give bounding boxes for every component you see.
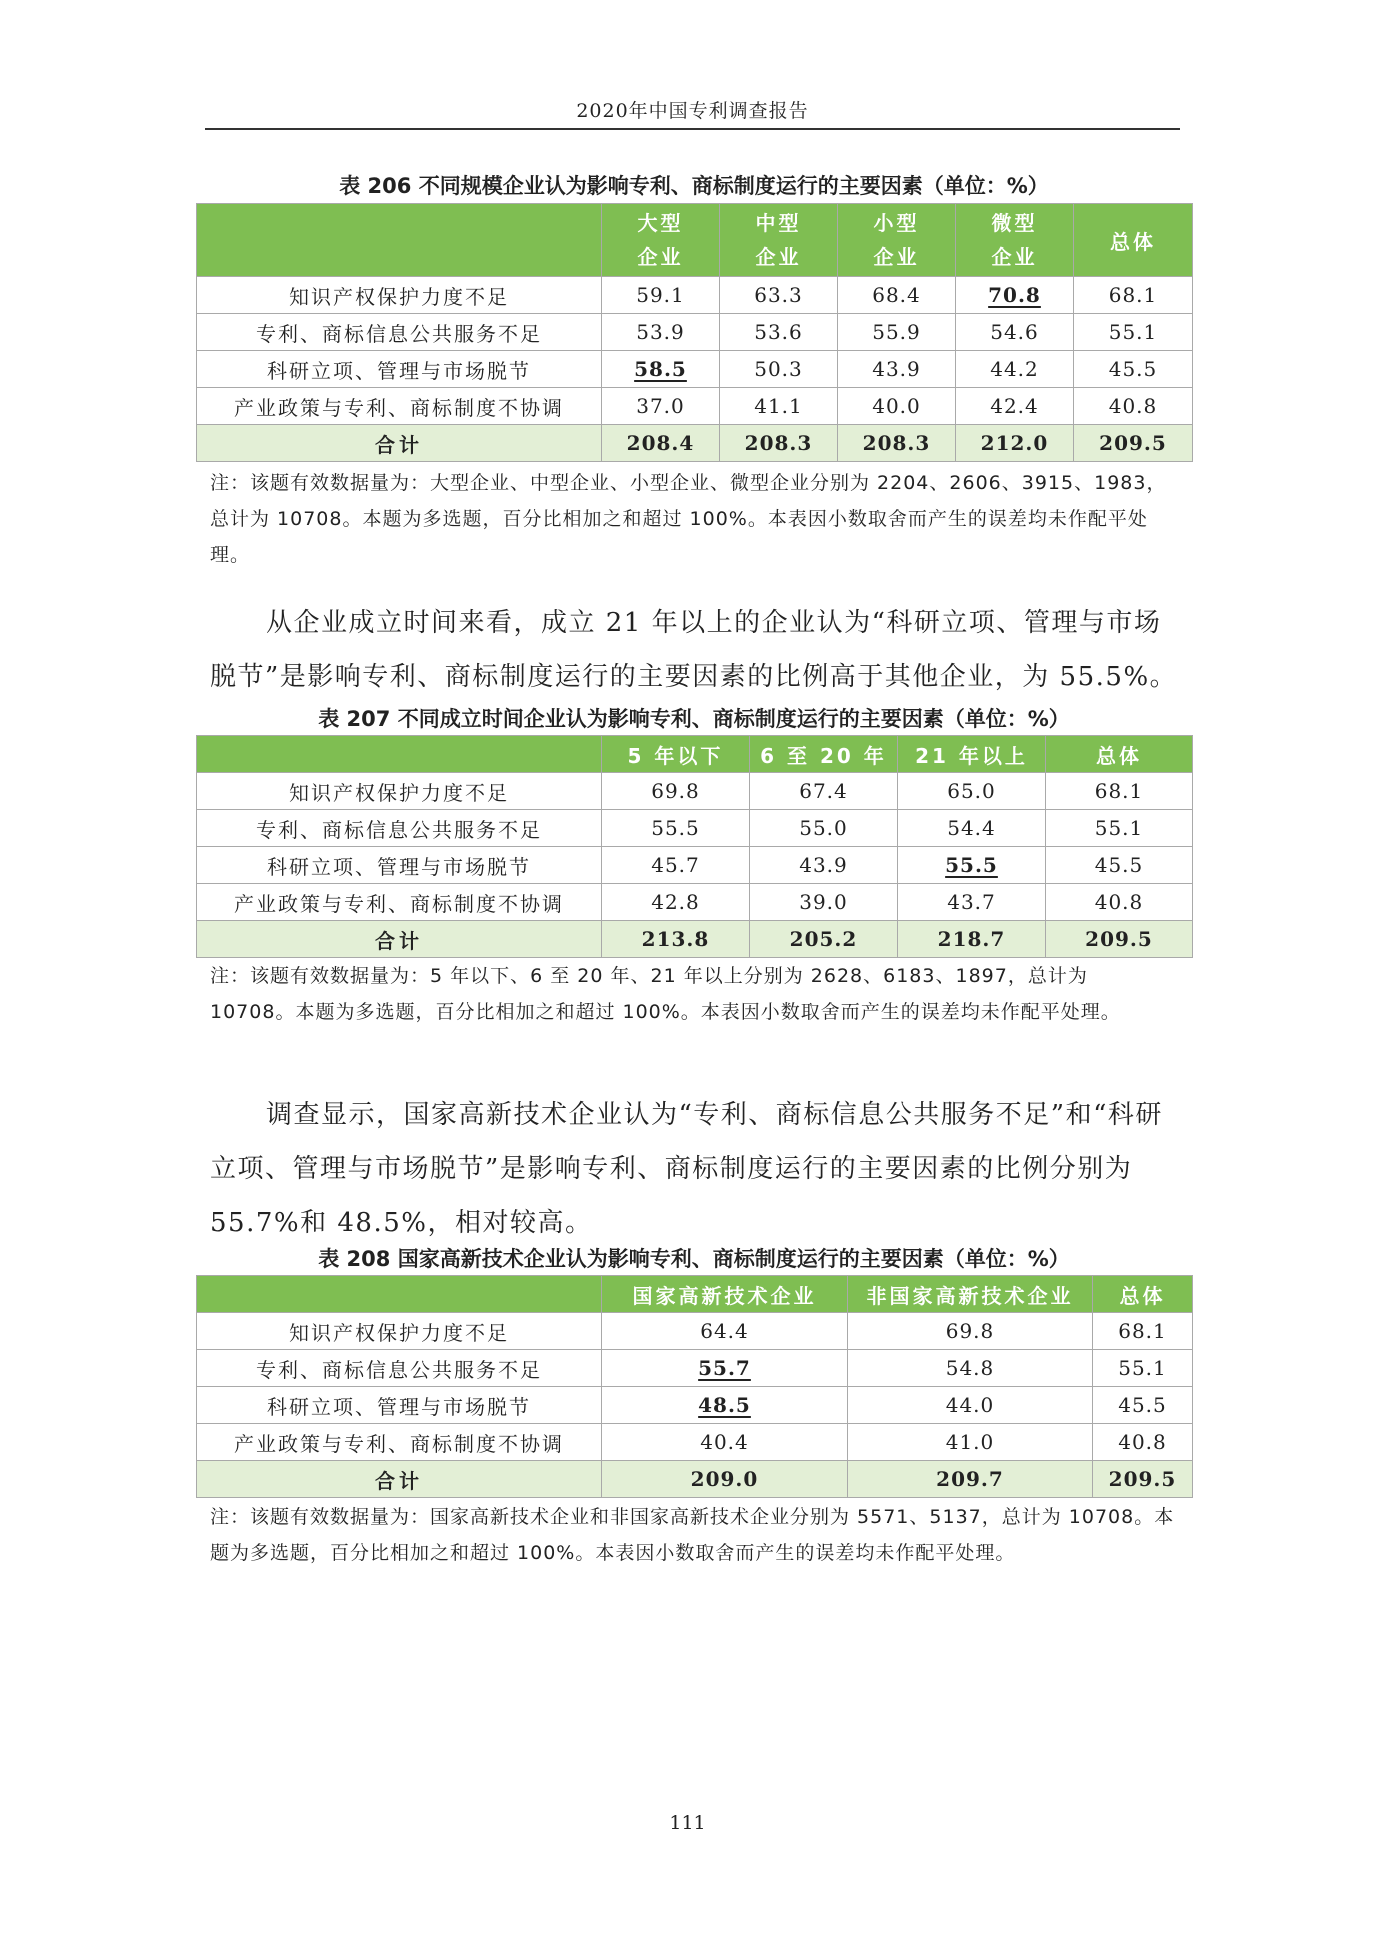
cell-value-highlighted: 70.8: [956, 277, 1074, 314]
table-total-row: [197, 921, 1193, 958]
total-value: 205.2: [750, 921, 898, 958]
row-label: 科研立项、管理与市场脱节: [197, 847, 602, 884]
cell-value: 37.0: [602, 388, 720, 425]
table-row: [197, 1424, 1193, 1461]
cell-value-highlighted: 48.5: [602, 1387, 848, 1424]
cell-value: 40.8: [1046, 884, 1193, 921]
col-header-high-tech: 国家高新技术企业: [602, 1276, 848, 1313]
cell-value: 45.5: [1093, 1387, 1193, 1424]
table-208-caption: 表 208 国家高新技术企业认为影响专利、商标制度运行的主要因素（单位：%）: [318, 1247, 1070, 1271]
cell-value: 44.2: [956, 351, 1074, 388]
table-header-row: [197, 736, 1193, 773]
col-header-small: 小型 企业: [838, 204, 956, 277]
cell-value-highlighted: 58.5: [602, 351, 720, 388]
cell-value: 45.5: [1046, 847, 1193, 884]
table-207: [196, 735, 1193, 958]
cell-value: 40.8: [1074, 388, 1193, 425]
table-row: [197, 277, 1193, 314]
cell-value: 55.0: [750, 810, 898, 847]
cell-value: 40.0: [838, 388, 956, 425]
table-207-caption: 表 207 不同成立时间企业认为影响专利、商标制度运行的主要因素（单位：%）: [318, 707, 1070, 731]
cell-value: 39.0: [750, 884, 898, 921]
table-206-caption: 表 206 不同规模企业认为影响专利、商标制度运行的主要因素（单位：%）: [339, 174, 1049, 198]
cell-value: 50.3: [720, 351, 838, 388]
table-208-note: 注：该题有效数据量为：国家高新技术企业和非国家高新技术企业分别为 5571、5137，总计为 10708。本题为多选题，百分比相加之和超过 100%。本表因小数取舍而产生的误差均未作配平处理。: [210, 1506, 1175, 1564]
row-label: 知识产权保护力度不足: [197, 277, 602, 314]
col-header-overall: 总体: [1074, 204, 1193, 277]
cell-value: 40.8: [1093, 1424, 1193, 1461]
total-value: 208.3: [838, 425, 956, 462]
cell-value: 54.8: [848, 1350, 1093, 1387]
cell-value-highlighted: 55.5: [898, 847, 1046, 884]
table-row: [197, 773, 1193, 810]
cell-value: 68.1: [1046, 773, 1193, 810]
table-header-blank: [197, 1276, 602, 1313]
total-value: 209.0: [602, 1461, 848, 1498]
table-header-row: [197, 204, 1193, 277]
page-header-title: 2020年中国专利调查报告: [576, 100, 809, 122]
table-row: [197, 1313, 1193, 1350]
row-label: 产业政策与专利、商标制度不协调: [197, 388, 602, 425]
col-header-overall: 总体: [1046, 736, 1193, 773]
col-header-medium: 中型 企业: [720, 204, 838, 277]
col-header-large: 大型 企业: [602, 204, 720, 277]
col-header-under-5-years: 5 年以下: [602, 736, 750, 773]
cell-value: 42.4: [956, 388, 1074, 425]
total-value: 208.3: [720, 425, 838, 462]
table-header-blank: [197, 204, 602, 277]
cell-value: 43.9: [750, 847, 898, 884]
cell-value: 55.9: [838, 314, 956, 351]
total-value: 209.7: [848, 1461, 1093, 1498]
cell-value: 55.1: [1046, 810, 1193, 847]
table-row: [197, 1387, 1193, 1424]
table-row: [197, 388, 1193, 425]
table-row: [197, 351, 1193, 388]
cell-value: 64.4: [602, 1313, 848, 1350]
cell-value: 63.3: [720, 277, 838, 314]
cell-value: 55.5: [602, 810, 750, 847]
total-label: 合计: [197, 921, 602, 958]
total-value: 209.5: [1074, 425, 1193, 462]
cell-value: 40.4: [602, 1424, 848, 1461]
cell-value: 44.0: [848, 1387, 1093, 1424]
cell-value: 69.8: [848, 1313, 1093, 1350]
table-206-note: 注：该题有效数据量为：大型企业、中型企业、小型企业、微型企业分别为 2204、2606、3915、1983，总计为 10708。本题为多选题，百分比相加之和超过 100%。本表因小数取舍而产生的误差均未作配平处理。: [210, 472, 1167, 566]
row-label: 专利、商标信息公共服务不足: [197, 314, 602, 351]
row-label: 产业政策与专利、商标制度不协调: [197, 1424, 602, 1461]
cell-value: 55.1: [1074, 314, 1193, 351]
table-208: [196, 1275, 1193, 1498]
total-value: 212.0: [956, 425, 1074, 462]
cell-value: 54.6: [956, 314, 1074, 351]
table-row: [197, 1350, 1193, 1387]
col-header-6-to-20-years: 6 至 20 年: [750, 736, 898, 773]
cell-value: 59.1: [602, 277, 720, 314]
row-label: 科研立项、管理与市场脱节: [197, 351, 602, 388]
cell-value-highlighted: 55.7: [602, 1350, 848, 1387]
cell-value: 45.5: [1074, 351, 1193, 388]
body-paragraph-1: 从企业成立时间来看，成立 21 年以上的企业认为“科研立项、管理与市场脱节”是影响专利、商标制度运行的主要因素的比例高于其他企业，为 55.5%。: [210, 608, 1178, 692]
cell-value: 41.1: [720, 388, 838, 425]
cell-value: 68.4: [838, 277, 956, 314]
cell-value: 54.4: [898, 810, 1046, 847]
table-207-note: 注：该题有效数据量为：5 年以下、6 至 20 年、21 年以上分别为 2628、6183、1897，总计为 10708。本题为多选题，百分比相加之和超过 100%。本表因小数取舍而产生的误差均未作配平处理。: [210, 965, 1121, 1023]
total-value: 208.4: [602, 425, 720, 462]
row-label: 知识产权保护力度不足: [197, 1313, 602, 1350]
cell-value: 67.4: [750, 773, 898, 810]
table-row: [197, 847, 1193, 884]
col-header-overall: 总体: [1093, 1276, 1193, 1313]
table-row: [197, 314, 1193, 351]
cell-value: 65.0: [898, 773, 1046, 810]
total-label: 合计: [197, 425, 602, 462]
total-value: 218.7: [898, 921, 1046, 958]
table-row: [197, 810, 1193, 847]
cell-value: 68.1: [1074, 277, 1193, 314]
col-header-micro: 微型 企业: [956, 204, 1074, 277]
total-value: 213.8: [602, 921, 750, 958]
total-value: 209.5: [1046, 921, 1193, 958]
cell-value: 42.8: [602, 884, 750, 921]
table-total-row: [197, 425, 1193, 462]
cell-value: 43.7: [898, 884, 1046, 921]
cell-value: 68.1: [1093, 1313, 1193, 1350]
row-label: 科研立项、管理与市场脱节: [197, 1387, 602, 1424]
body-paragraph-2: 调查显示，国家高新技术企业认为“专利、商标信息公共服务不足”和“科研立项、管理与市场脱节”是影响专利、商标制度运行的主要因素的比例分别为 55.7%和 48.5%，相对较高。: [210, 1100, 1163, 1238]
cell-value: 53.9: [602, 314, 720, 351]
cell-value: 45.7: [602, 847, 750, 884]
cell-value: 69.8: [602, 773, 750, 810]
table-206: [196, 203, 1193, 462]
col-header-21-years-plus: 21 年以上: [898, 736, 1046, 773]
page-number: 111: [669, 1812, 706, 1834]
row-label: 知识产权保护力度不足: [197, 773, 602, 810]
table-header-blank: [197, 736, 602, 773]
cell-value: 53.6: [720, 314, 838, 351]
total-value: 209.5: [1093, 1461, 1193, 1498]
row-label: 专利、商标信息公共服务不足: [197, 1350, 602, 1387]
row-label: 产业政策与专利、商标制度不协调: [197, 884, 602, 921]
cell-value: 55.1: [1093, 1350, 1193, 1387]
cell-value: 43.9: [838, 351, 956, 388]
col-header-non-high-tech: 非国家高新技术企业: [848, 1276, 1093, 1313]
row-label: 专利、商标信息公共服务不足: [197, 810, 602, 847]
total-label: 合计: [197, 1461, 602, 1498]
table-header-row: [197, 1276, 1193, 1313]
cell-value: 41.0: [848, 1424, 1093, 1461]
header-divider: [205, 128, 1180, 130]
table-total-row: [197, 1461, 1193, 1498]
table-row: [197, 884, 1193, 921]
